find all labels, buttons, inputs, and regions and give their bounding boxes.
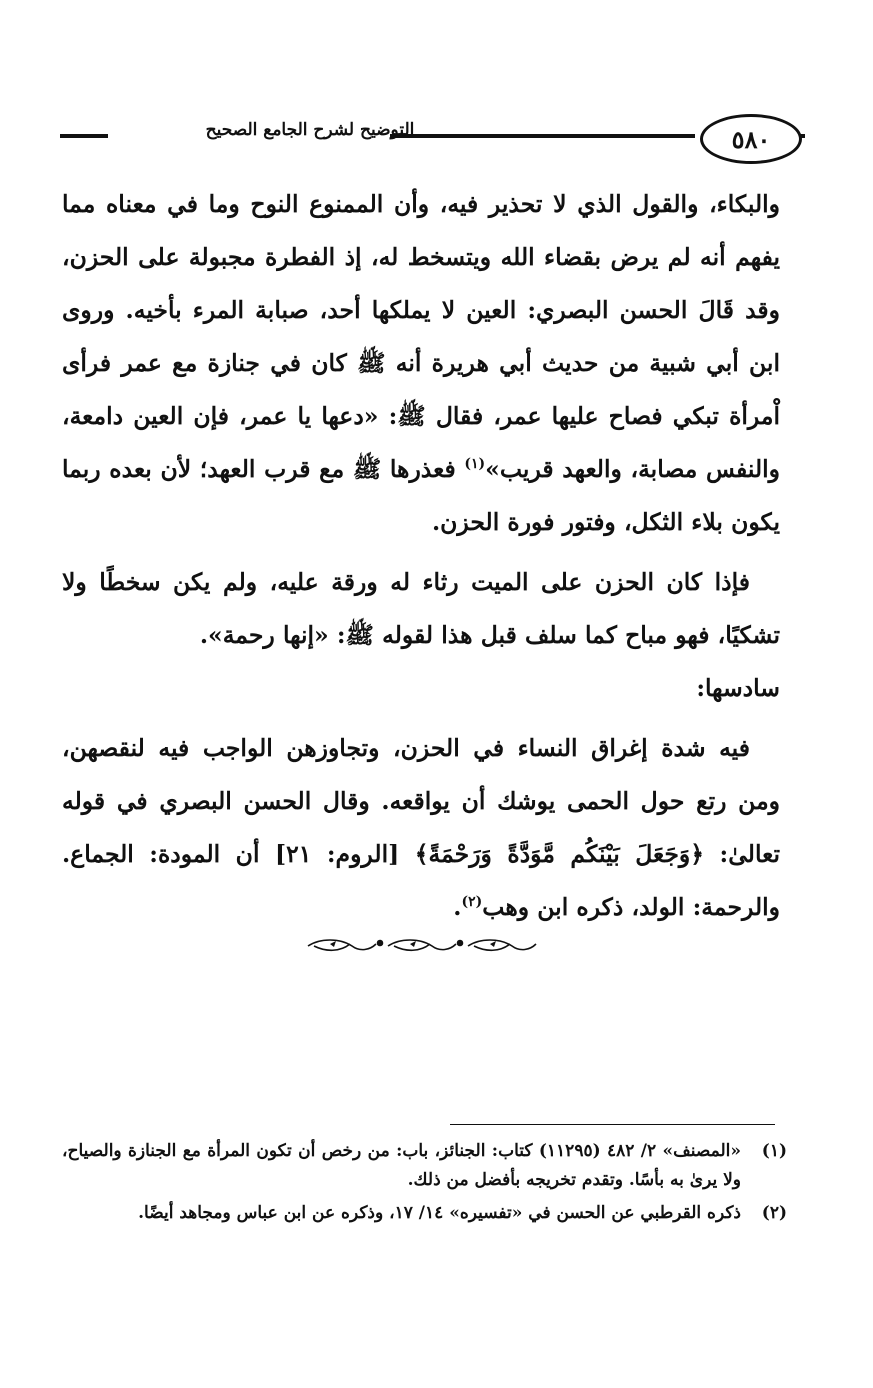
- footnote-1: [62, 1137, 787, 1195]
- page-number: ٥٨٠: [700, 114, 802, 164]
- footnote-ref-2: (٢): [461, 894, 483, 911]
- header-rule-left: [60, 134, 108, 138]
- running-title: التوضيح لشرح الجامع الصحيح: [205, 120, 415, 140]
- footnote-2: [62, 1199, 787, 1228]
- footnote-number: (٢): [761, 1203, 787, 1223]
- footnote-number: (١): [761, 1141, 787, 1161]
- footnotes: [62, 1137, 787, 1228]
- footnote-separator: [450, 1124, 775, 1125]
- paragraph-3-text: فيه شدة إغراق النساء في الحزن، وتجاوزهن الواجب فيه لنقصهن، ومن رتع حول الحمى يوشك أن يواقعه. وقال الحسن البصري في قوله تعالىٰ: ﴿وَجَعَلَ بَيْنَكُم مَّوَدَّةً وَرَحْمَةً﴾ [الروم: ٢١] أن المودة: الجماع. والرحمة: الولد، ذكره ابن وهب: [62, 734, 780, 921]
- page-header: [60, 112, 805, 162]
- paragraph-3: [62, 722, 780, 934]
- section-heading: سادسها:: [696, 674, 780, 702]
- footnote-ref-1: (١): [464, 456, 486, 473]
- paragraph-3-end: .: [453, 893, 462, 921]
- main-text: [62, 178, 780, 934]
- paragraph-1-text: والبكاء، والقول الذي لا تحذير فيه، وأن الممنوع النوح وما في معناه مما يفهم أنه لم يرض بقضاء الله ويتسخط له، إذ الفطرة مجبولة على الحزن، وقد قَالَ الحسن البصري: العين لا يملكها أحد، صبابة المرء بأخيه. وروى ابن أبي شبية من حديث أبي هريرة أنه ﷺ كان في جنازة مع عمر فرأى اْمرأة تبكي فصاح عليها عمر، فقال ﷺ: «دعها يا عمر، فإن العين دامعة، والنفس مصابة، والعهد قريب»: [62, 190, 780, 483]
- footnote-text: «المصنف» ٢/ ٤٨٢ (١١٢٩٥) كتاب: الجنائز، باب: من رخص أن تكون المرأة مع الجنازة والصياح، ولا يرىٰ به بأسًا. وتقدم تخريجه بأفضل من ذلك.: [62, 1141, 741, 1190]
- footnote-text: ذكره القرطبي عن الحسن في «تفسيره» ١٤/ ١٧، وذكره عن ابن عباس ومجاهد أيضًا.: [138, 1203, 741, 1223]
- paragraph-1-continuation: فعذرها ﷺ مع قرب العهد؛ لأن بعده ربما يكون بلاء الثكل، وفتور فورة الحزن.: [62, 455, 780, 536]
- paragraph-1: [62, 178, 780, 549]
- paragraph-2: فإذا كان الحزن على الميت رثاء له ورقة عليه، ولم يكن سخطًا ولا تشكيًا، فهو مباح كما سلف قبل هذا لقوله ﷺ: «إنها رحمة».: [62, 568, 780, 649]
- floral-divider-icon: [300, 930, 540, 958]
